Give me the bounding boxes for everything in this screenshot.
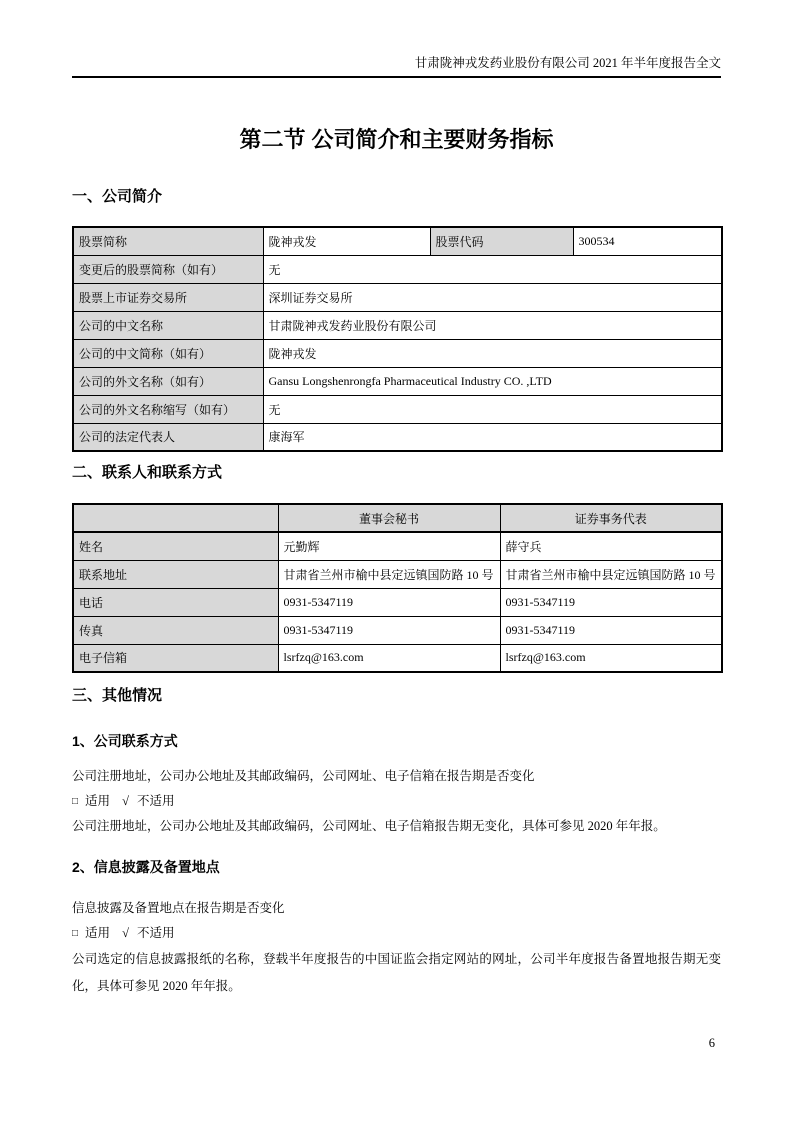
company-profile-table [72,226,723,452]
cell-value: 0931-5347119 [500,588,722,616]
section-heading-contacts: 二、联系人和联系方式 [72,464,223,481]
cell-value: lsrfzq@163.com [278,644,500,672]
table-row [73,283,722,311]
table-row [73,560,722,588]
checkbox-unchecked-icon: □ [72,796,79,807]
cell-label: 公司的法定代表人 [73,423,263,451]
sub-heading-company-contact: 1、公司联系方式 [72,733,178,749]
table-row [73,339,722,367]
table-row [73,311,722,339]
cell-value: 陇神戎发 [263,227,430,255]
paragraph: 公司注册地址，公司办公地址及其邮政编码，公司网址、电子信箱在报告期是否变化 [72,769,535,783]
table-header-row [73,504,722,532]
cell-label: 电子信箱 [73,644,278,672]
cell-value: 0931-5347119 [500,616,722,644]
sub-heading-disclosure: 2、信息披露及备置地点 [72,859,220,875]
page-title: 第二节 公司简介和主要财务指标 [239,127,554,152]
cell-value: 无 [263,255,722,283]
cell-value: 甘肃省兰州市榆中县定远镇国防路 10 号 [278,560,500,588]
table-row [73,255,722,283]
checkbox-unchecked-icon: □ [72,928,79,939]
cell-value: 甘肃陇神戎发药业股份有限公司 [263,311,722,339]
cell-value: 深圳证券交易所 [263,283,722,311]
cell-value: lsrfzq@163.com [500,644,722,672]
cell-value: 无 [263,395,722,423]
section-heading-company-profile: 一、公司简介 [72,188,163,205]
cell-label: 公司的中文简称（如有） [73,339,263,367]
section-heading-other: 三、其他情况 [72,687,163,704]
cell-value: 0931-5347119 [278,588,500,616]
table-row [73,395,722,423]
check-icon: √ [122,794,129,808]
cell-value: 元勤辉 [278,532,500,560]
cell-label: 联系地址 [73,560,278,588]
table-row [73,227,722,255]
cell-value: 薛守兵 [500,532,722,560]
table-row [73,588,722,616]
applicability-line [72,789,721,815]
cell-value: Gansu Longshenrongfa Pharmaceutical Industry CO. ,LTD [263,367,722,395]
cell-value: 陇神戎发 [263,339,722,367]
table-row [73,367,722,395]
not-applicable-label: 不适用 [136,926,175,940]
not-applicable-label: 不适用 [136,794,175,808]
cell-label: 公司的外文名称（如有） [73,367,263,395]
cell-label: 公司的中文名称 [73,311,263,339]
table-row [73,616,722,644]
cell-blank [73,504,278,532]
column-header: 董事会秘书 [278,504,500,532]
page-number: 6 [708,1036,715,1050]
cell-label: 姓名 [73,532,278,560]
table-row [73,644,722,672]
table-row [73,423,722,451]
cell-label: 股票上市证券交易所 [73,283,263,311]
applicable-label: 适用 [85,794,111,808]
contacts-table [72,503,723,673]
check-icon: √ [122,926,129,940]
paragraph: 公司注册地址，公司办公地址及其邮政编码，公司网址、电子信箱报告期无变化，具体可参见 2020 年年报。 [72,819,666,833]
cell-value: 0931-5347119 [278,616,500,644]
applicability-line [72,921,721,947]
cell-label: 电话 [73,588,278,616]
paragraph: 公司选定的信息披露报纸的名称，登载半年度报告的中国证监会指定网站的网址，公司半年度报告备置地报告期无变化，具体可参见 2020 年年报。 [72,952,721,993]
cell-value: 300534 [573,227,722,255]
cell-label: 变更后的股票简称（如有） [73,255,263,283]
table-row [73,532,722,560]
column-header: 证券事务代表 [500,504,722,532]
cell-label: 股票简称 [73,227,263,255]
paragraph: 信息披露及备置地点在报告期是否变化 [72,901,285,915]
cell-label: 传真 [73,616,278,644]
applicable-label: 适用 [85,926,111,940]
cell-label: 股票代码 [430,227,573,255]
document-header: 甘肃陇神戎发药业股份有限公司 2021 年半年度报告全文 [414,56,721,70]
header-rule [72,76,721,78]
cell-value: 甘肃省兰州市榆中县定远镇国防路 10 号 [500,560,722,588]
cell-value: 康海军 [263,423,722,451]
cell-label: 公司的外文名称缩写（如有） [73,395,263,423]
